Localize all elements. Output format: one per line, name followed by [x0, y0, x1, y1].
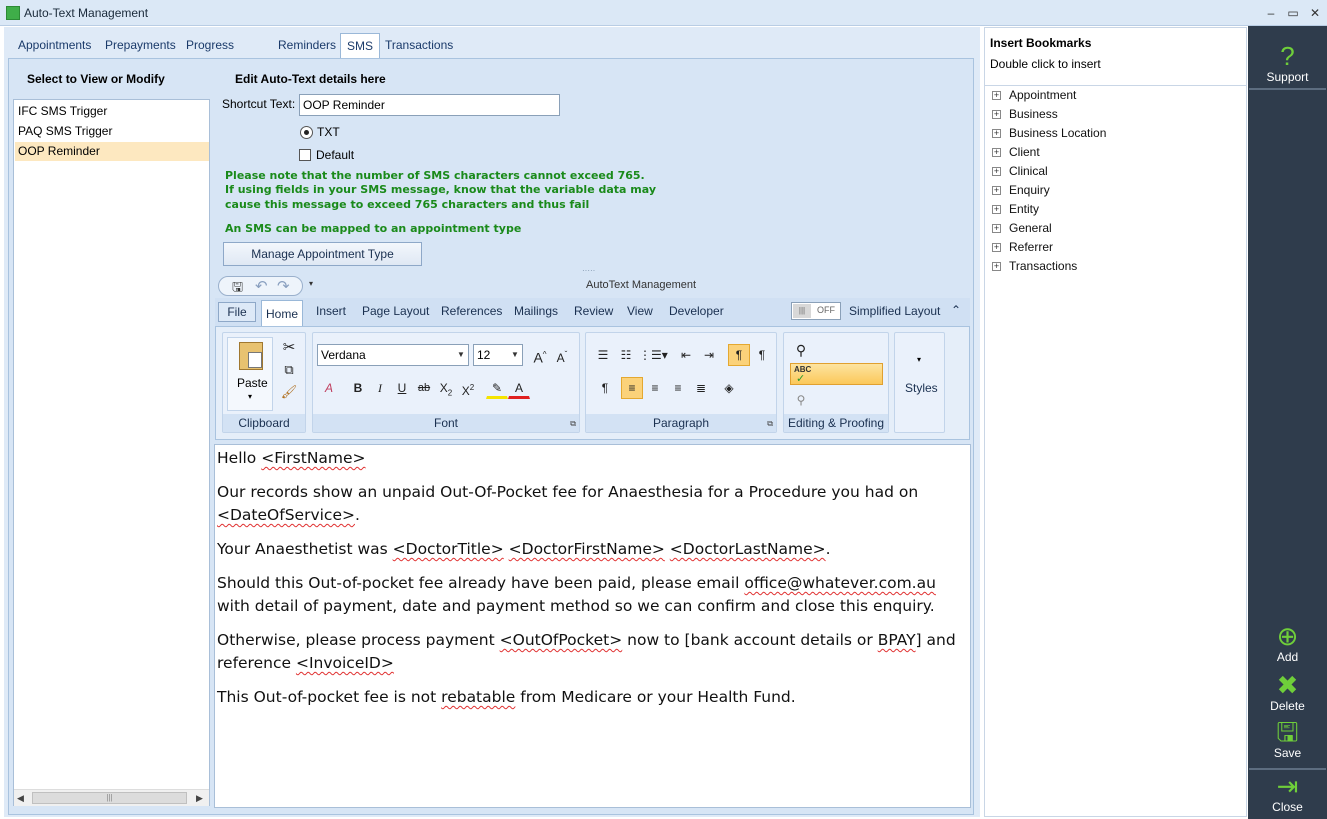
justify-icon[interactable]: ≣: [695, 381, 707, 395]
ribbon-tab-references[interactable]: References: [441, 304, 503, 318]
expand-icon[interactable]: +: [993, 90, 1000, 101]
add-document-icon: ⊕: [1276, 621, 1299, 651]
italic-icon[interactable]: I: [378, 381, 382, 395]
sidebar-divider: [1249, 88, 1326, 90]
chevron-down-icon: ▼: [511, 350, 519, 359]
list-item-selected[interactable]: OOP Reminder: [15, 142, 209, 161]
clipboard-group: [222, 332, 306, 433]
radio-dot-icon: [304, 130, 309, 135]
font-dialog-launcher-icon[interactable]: ⧉: [570, 419, 576, 428]
styles-label: Styles: [905, 381, 938, 395]
expand-icon[interactable]: +: [993, 109, 1000, 120]
ribbon-tab-mailings[interactable]: Mailings: [514, 304, 559, 318]
ribbon-tab-page-layout[interactable]: Page Layout: [362, 304, 430, 318]
delete-button[interactable]: ✖ Delete: [1248, 671, 1327, 713]
format-painter-icon[interactable]: 🖌: [280, 384, 298, 399]
txt-radio[interactable]: [300, 126, 313, 139]
paste-dropdown-icon: ▾: [248, 392, 253, 401]
align-right-icon[interactable]: ≡: [674, 381, 682, 395]
ribbon-tab-review[interactable]: Review: [574, 304, 614, 318]
ribbon-title: AutoText Management: [586, 279, 697, 291]
ribbon-tab-insert[interactable]: Insert: [316, 304, 347, 318]
zoom-icon[interactable]: ⚲: [796, 393, 806, 407]
paragraph-marks-icon[interactable]: ¶: [758, 348, 766, 362]
collapse-ribbon-icon[interactable]: ⌃: [951, 303, 962, 317]
scroll-thumb[interactable]: |||: [32, 792, 187, 804]
expand-icon[interactable]: +: [993, 128, 1000, 139]
shading-icon[interactable]: ◈: [724, 381, 734, 395]
document-editor[interactable]: [214, 444, 971, 808]
bookmarks-title: Insert Bookmarks: [990, 36, 1092, 50]
save-disk-icon: 🖫: [1276, 717, 1299, 747]
toggle-knob: |||: [793, 304, 811, 318]
doc-paragraph: This Out-of-pocket fee is not rebatable from Medicare or your Health Fund.: [217, 688, 796, 706]
tab-progress-notes[interactable]: Progress: [186, 38, 235, 52]
strikethrough-icon[interactable]: ab: [417, 382, 431, 394]
editing-group-label: Editing & Proofing: [784, 414, 888, 432]
bookmark-business[interactable]: + Business: [993, 107, 1058, 121]
txt-radio-label: TXT: [317, 125, 340, 139]
list-horizontal-scrollbar[interactable]: [14, 789, 209, 806]
doc-paragraph: Your Anaesthetist was <DoctorTitle> <DoctorFirstName> <DoctorLastName>.: [217, 540, 831, 558]
scroll-left-icon[interactable]: ◀: [17, 793, 24, 803]
manage-appointment-type-button[interactable]: Manage Appointment Type: [223, 242, 422, 266]
font-color-icon[interactable]: A: [508, 377, 530, 399]
field-doctorfirstname: <DoctorFirstName>: [508, 540, 665, 558]
styles-group[interactable]: [894, 332, 945, 433]
bookmark-appointment[interactable]: + Appointment: [993, 88, 1077, 102]
ribbon-body: [215, 326, 970, 440]
expand-icon[interactable]: +: [993, 147, 1000, 158]
bookmark-clinical[interactable]: + Clinical: [993, 164, 1048, 178]
tab-appointments[interactable]: Appointments: [18, 38, 92, 52]
sms-note-line1: Please note that the number of SMS characters cannot exceed 765.: [225, 169, 645, 182]
tab-prepayments[interactable]: Prepayments: [105, 38, 176, 52]
bookmark-transactions[interactable]: + Transactions: [993, 259, 1078, 273]
splitter-grip-icon[interactable]: ·····: [582, 266, 596, 275]
highlight-icon[interactable]: ✎: [486, 377, 508, 399]
multilevel-list-icon[interactable]: ⋮☰▾: [639, 348, 668, 362]
tab-reminders[interactable]: Reminders: [278, 38, 337, 52]
sms-note-line3: cause this message to exceed 765 characters and thus fail: [225, 198, 590, 211]
shortcut-input[interactable]: [299, 94, 560, 116]
bold-icon[interactable]: B: [353, 381, 363, 395]
simplified-layout-toggle[interactable]: [791, 302, 841, 320]
email-text: office@whatever.com.au: [744, 574, 936, 592]
rebatable-text: rebatable: [441, 688, 516, 706]
font-size-select[interactable]: [473, 344, 523, 366]
exit-icon: ⇥: [1276, 771, 1299, 801]
bookmark-client[interactable]: + Client: [993, 145, 1040, 159]
list-item[interactable]: PAQ SMS Trigger: [18, 124, 113, 138]
field-dateofservice: <DateOfService>: [217, 506, 355, 524]
close-button[interactable]: ⇥ Close: [1248, 772, 1327, 814]
subscript-icon[interactable]: $X_2$: [439, 381, 453, 398]
font-group: [312, 332, 580, 433]
field-doctortitle: <DoctorTitle>: [392, 540, 504, 558]
field-firstname: <FirstName>: [261, 449, 366, 467]
doc-paragraph: Should this Out-of-pocket fee already have been paid, please email office@whatever.com.au with detail of payment, date and payment method so we can confirm and close this enquiry.: [217, 574, 936, 615]
field-invoiceid: <InvoiceID>: [295, 654, 394, 672]
bookmark-entity[interactable]: + Entity: [993, 202, 1040, 216]
paste-icon: [239, 342, 263, 370]
show-marks-icon[interactable]: ¶: [728, 344, 750, 366]
expand-icon[interactable]: +: [993, 204, 1000, 215]
list-header: Select to View or Modify: [27, 72, 165, 86]
shortcut-label: Shortcut Text:: [222, 97, 296, 111]
maximize-button[interactable]: ▭: [1287, 6, 1299, 20]
simplified-layout-label: Simplified Layout: [849, 304, 941, 318]
action-sidebar: [1248, 26, 1327, 819]
details-header: Edit Auto-Text details here: [235, 72, 386, 86]
bookmarks-panel: [984, 27, 1247, 817]
grow-font-icon[interactable]: A^: [533, 349, 547, 366]
bookmark-enquiry[interactable]: + Enquiry: [993, 183, 1050, 197]
clipboard-group-label: Clipboard: [223, 414, 305, 432]
sidebar-divider: [1249, 768, 1326, 770]
expand-icon[interactable]: +: [993, 261, 1000, 272]
paragraph-dialog-launcher-icon[interactable]: ⧉: [767, 419, 773, 428]
ribbon-title-bar: [215, 275, 970, 297]
expand-icon[interactable]: +: [993, 185, 1000, 196]
default-checkbox[interactable]: [299, 149, 311, 161]
field-outofpocket: <OutOfPocket>: [499, 631, 623, 649]
editing-proofing-group: [783, 332, 889, 433]
styles-dropdown-icon: ▾: [917, 355, 922, 364]
undo-icon[interactable]: ↶: [255, 278, 268, 295]
window-title: Auto-Text Management: [24, 6, 149, 20]
doc-paragraph: Hello <FirstName>: [217, 449, 366, 467]
font-name-value: Verdana: [321, 348, 366, 362]
app-icon: [6, 6, 20, 20]
spell-check-button[interactable]: [790, 363, 883, 385]
doc-paragraph: Our records show an unpaid Out-Of-Pocket fee for Anaesthesia for a Procedure you had on <DateOfService>.: [217, 483, 919, 524]
tab-sms[interactable]: SMS: [340, 33, 380, 59]
chevron-down-icon: ▼: [457, 350, 465, 359]
ribbon-tab-home[interactable]: Home: [261, 300, 303, 326]
list-item[interactable]: IFC SMS Trigger: [18, 104, 108, 118]
numbering-icon[interactable]: ☷: [620, 348, 632, 362]
field-doctorlastname: <DoctorLastName>: [669, 540, 826, 558]
customize-toolbar-icon[interactable]: ▾: [309, 279, 314, 288]
title-bar: [0, 0, 1327, 26]
copy-icon[interactable]: ⧉: [284, 362, 294, 377]
bullets-icon[interactable]: ☰: [597, 348, 609, 362]
bookmarks-subtitle: Double click to insert: [990, 57, 1101, 71]
quick-access-toolbar: [218, 276, 303, 296]
close-window-button[interactable]: ✕: [1309, 6, 1321, 20]
decrease-indent-icon[interactable]: ⇤: [680, 348, 692, 362]
expand-icon[interactable]: +: [993, 223, 1000, 234]
paragraph-group: [585, 332, 777, 433]
increase-indent-icon[interactable]: ⇥: [703, 348, 715, 362]
support-icon: ?: [1280, 41, 1295, 71]
sms-note-line2: If using fields in your SMS message, know that the variable data may: [225, 183, 657, 196]
tab-transactions[interactable]: Transactions: [385, 38, 454, 52]
bookmark-business-location[interactable]: + Business Location: [993, 126, 1107, 140]
checkmark-icon: ✓: [796, 373, 806, 385]
pilcrow-icon[interactable]: ¶: [601, 381, 609, 395]
clear-formatting-icon[interactable]: A: [324, 381, 333, 395]
spell-check-icon: ABC: [794, 365, 812, 374]
expand-icon[interactable]: +: [993, 242, 1000, 253]
font-size-value: 12: [477, 348, 491, 362]
paste-label: Paste: [237, 376, 268, 390]
font-name-select[interactable]: [317, 344, 469, 366]
font-group-label: Font: [313, 414, 579, 432]
ribbon-tabs: [215, 298, 970, 326]
default-label: Default: [316, 148, 355, 162]
save-button[interactable]: 🖫 Save: [1248, 718, 1327, 760]
expand-icon[interactable]: +: [993, 166, 1000, 177]
bookmark-referrer[interactable]: + Referrer: [993, 240, 1054, 254]
delete-x-icon: ✖: [1276, 670, 1299, 700]
scroll-right-icon[interactable]: ▶: [196, 793, 203, 803]
support-button[interactable]: ? Support: [1248, 42, 1327, 84]
align-left-icon[interactable]: ≡: [621, 377, 643, 399]
bpay-text: BPAY: [877, 631, 916, 649]
superscript-icon[interactable]: $X^2$: [461, 383, 475, 398]
cut-icon[interactable]: ✂: [282, 339, 296, 356]
find-binoculars-icon[interactable]: ⚲: [795, 342, 807, 358]
ribbon-tab-file[interactable]: File: [218, 302, 256, 322]
doc-paragraph: Otherwise, please process payment <OutOfPocket> now to [bank account details or BPAY] and reference <InvoiceID>: [217, 631, 956, 672]
paste-button[interactable]: [227, 337, 273, 411]
bookmark-general[interactable]: + General: [993, 221, 1052, 235]
shrink-font-icon[interactable]: $A^ˇ$: [556, 350, 568, 365]
ribbon-tab-view[interactable]: View: [627, 304, 653, 318]
autotext-list[interactable]: [13, 99, 210, 806]
paste-sheet-icon: [248, 352, 262, 368]
minimize-button[interactable]: –: [1267, 6, 1275, 20]
ribbon-tab-developer[interactable]: Developer: [669, 304, 724, 318]
underline-icon[interactable]: U: [397, 381, 407, 395]
add-button[interactable]: ⊕ Add: [1248, 622, 1327, 664]
paragraph-group-label: Paragraph: [586, 414, 776, 432]
sms-mapping-note: An SMS can be mapped to an appointment type: [225, 222, 522, 235]
save-icon[interactable]: 🖫: [232, 279, 244, 294]
align-center-icon[interactable]: ≡: [651, 381, 659, 395]
redo-icon[interactable]: ↷: [277, 278, 290, 295]
toggle-state: OFF: [817, 305, 835, 315]
